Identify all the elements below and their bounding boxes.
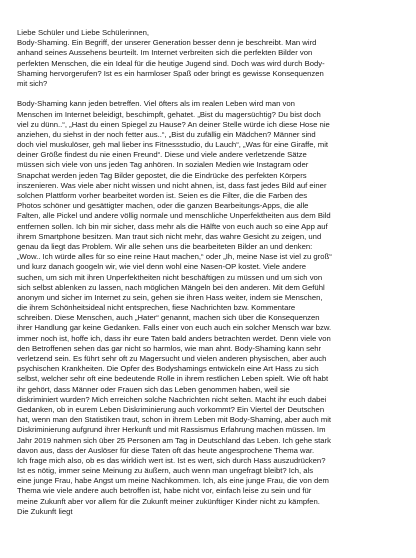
text-line: diskriminiert wurden? Mich erreichen solche Nachrichten nicht selten. Macht ihr euch dabei bbox=[17, 394, 327, 404]
text-line: Snapchat werden jeden Tag Bilder gepostet, die die Eindrücke des perfekten Körpers bbox=[17, 170, 307, 180]
text-line: deiner Größe findest du nie einen Freund“. Diese und viele andere verletzende Sätze bbox=[17, 150, 307, 160]
paragraph-gap bbox=[17, 89, 409, 99]
text-line: und kurz danach googeln wir, wie viel denn wohl eine Nasen-OP kostet. Viele andere bbox=[17, 262, 307, 272]
text-line: ihr gehört, dass Männer oder Frauen sich das Leben genommen haben, weil sie bbox=[17, 384, 290, 394]
text-line: mit sich? bbox=[17, 78, 48, 88]
text-line: Gedanken, ob in eurem Leben Diskriminierung auch vorkommt? Ein Viertel der Deutschen bbox=[17, 404, 325, 414]
text-line: selbst, welcher sehr oft eine bedeutende Rolle in ihrem restlichen Leben spielt. Wie oft habt bbox=[17, 374, 329, 384]
text-line: anziehen, du siehst in der noch fetter aus..“, „Bist du zufällig ein Mädchen? Männer sind bbox=[17, 129, 316, 139]
text-line: Body-Shaming. Ein Begriff, der unserer Generation besser denn je beschreibt. Man wird bbox=[17, 38, 317, 48]
text-line: inszenieren. Was viele aber nicht wissen und nicht ahnen, ist, dass fast jedes Bild auf einer bbox=[17, 180, 327, 190]
text-line: anhand seines Aussehens beurteilt. Im Internet verbreiten sich die perfekten Bilder von bbox=[17, 48, 313, 58]
text-line: psychischen Krankheiten. Die Opfer des Bodyshamings entwickeln eine Art Hass zu sich bbox=[17, 364, 319, 374]
text-line: ihrem Smartphone besitzen. Man traut sich nicht mehr, das wahre Gesicht zu zeigen, und bbox=[17, 231, 322, 241]
text-line: Falten, alle Pickel und andere völlig normale und menschliche Unperfektheiten aus dem Bild bbox=[17, 211, 331, 221]
text-line: Ich frage mich also, ob es das wirklich wert ist. Ist es wert, sich durch Hass auszudrücken? bbox=[17, 455, 326, 465]
greeting-line: Liebe Schüler und Liebe Schülerinnen, bbox=[17, 28, 150, 37]
text-line: Menschen im Internet beleidigt, beschimpft, gehatet. „Bist du magersüchtig? Du bist doch bbox=[17, 109, 321, 119]
text-line: die ihrem Schönheitsideal nicht entsprechen, fiese Nachrichten bzw. Kommentare bbox=[17, 303, 296, 313]
text-line: den Betroffenen sehen das gar nicht so harmlos, wie man ahnt. Body-Shaming kann sehr bbox=[17, 343, 322, 353]
text-line: „Wow.. Ich würde alles für so eine reine Haut machen,“ oder „Ih, meine Nase ist viel zu groß“ bbox=[17, 252, 332, 262]
text-line: sich selbst ablenken zu lassen, nach möglichen Mängeln bei den anderen. Mit dem Gefühl bbox=[17, 282, 325, 292]
text-line: genau da liegt das Problem. Wir alle sehen uns die bearbeiteten Bilder an und denken: bbox=[17, 241, 313, 251]
text-line: Body-Shaming kann jeden betreffen. Viel öfters als im realen Leben wird man von bbox=[17, 99, 295, 109]
text-line: immer noch ist, hoffe ich, dass ihr eure Taten bald anders betrachten werdet. Denn viele von bbox=[17, 333, 331, 343]
text-line: Jahr 2019 nahmen sich über 25 Personen am Tag in Deutschland das Leben. Ich gehe stark bbox=[17, 435, 331, 445]
text-line: anonym und sicher im Internet zu sein, gehen sie ihren Hass weiter, indem sie Menschen, bbox=[17, 292, 323, 302]
text-line: Photos schöner und gesättigter machen, oder die ganzen Bearbeitungs-Apps, die alle bbox=[17, 201, 309, 211]
text-line: schreiben. Diese Menschen, auch „Hater“ genannt, machen sich über die Konsequenzen bbox=[17, 313, 320, 323]
text-line: meine Zukunft aber vor allem für die Zukunft meiner zukünftiger Kinder nicht zu kämpfen. bbox=[17, 496, 320, 506]
text-line: müssen sich viele von uns jeden Tag anhören. In sozialen Medien wie Instagram oder bbox=[17, 160, 309, 170]
text-line: eine junge Frau, habe Angst um meine Nachkommen. Ich, als eine junge Frau, die von dem bbox=[17, 476, 329, 486]
text-line: perfekten Menschen, die ein Ideal für die heutige Jugend sind. Doch was wird durch Body- bbox=[17, 58, 325, 68]
text-line: Thema wie viele andere auch betroffen ist, habe nicht vor, einfach leise zu sein und für bbox=[17, 486, 312, 496]
text-line: Die Zukunft liegt bbox=[17, 506, 73, 516]
text-line: entfernen sollen. Ich bin mir sicher, dass mehr als die Hälfte von euch auch so eine App auf bbox=[17, 221, 328, 231]
text-line: doch viel muskulöser, geh mal lieber ins Fitnessstudio, du Lauch“, „Was für eine Giraffe, mit bbox=[17, 140, 329, 150]
text-line: Shaming hervorgerufen? Ist es ein harmloser Spaß oder bringt es gewisse Konsequenzen bbox=[17, 68, 324, 78]
text-line: davon aus, dass der Auslöser für diese Taten oft das heute angesprochene Thema war. bbox=[17, 445, 315, 455]
letter-document bbox=[17, 28, 409, 517]
text-line: verletzend sein. Es führt sehr oft zu Magersucht und vielen anderen physischen, aber auch bbox=[17, 354, 327, 363]
text-line: Diskriminierung aufgrund ihrer Herkunft und mit Rassismus Erfahrung machen müssen. Im bbox=[17, 425, 326, 435]
text-line: Ist es nötig, immer seine Meinung zu äußern, auch wenn man ungefragt bleibt? Ich, als bbox=[17, 466, 314, 476]
text-line: suchen, um sich mit ihren Unperfektheiten nicht beschäftigen zu müssen und um sich von bbox=[17, 272, 323, 282]
text-line: hat, wenn man den Statistiken traut, schon in ihrem Leben mit Body-Shaming, aber auch mit bbox=[17, 415, 332, 425]
intro-paragraph bbox=[17, 28, 409, 89]
text-line: ihrer Handlung gar keine Gedanken. Falls einer von euch auch ein solcher Mensch war bzw. bbox=[17, 323, 332, 333]
text-line: viel zu dünn..“, „Hast du einen Spiegel zu Hause? An deiner Stelle würde ich diese Hose nie bbox=[17, 119, 330, 129]
body-paragraph bbox=[17, 99, 409, 517]
text-line: solchen Plattform vorher bearbeitet worden ist. Seien es die Filter, die die Farben des bbox=[17, 191, 308, 200]
